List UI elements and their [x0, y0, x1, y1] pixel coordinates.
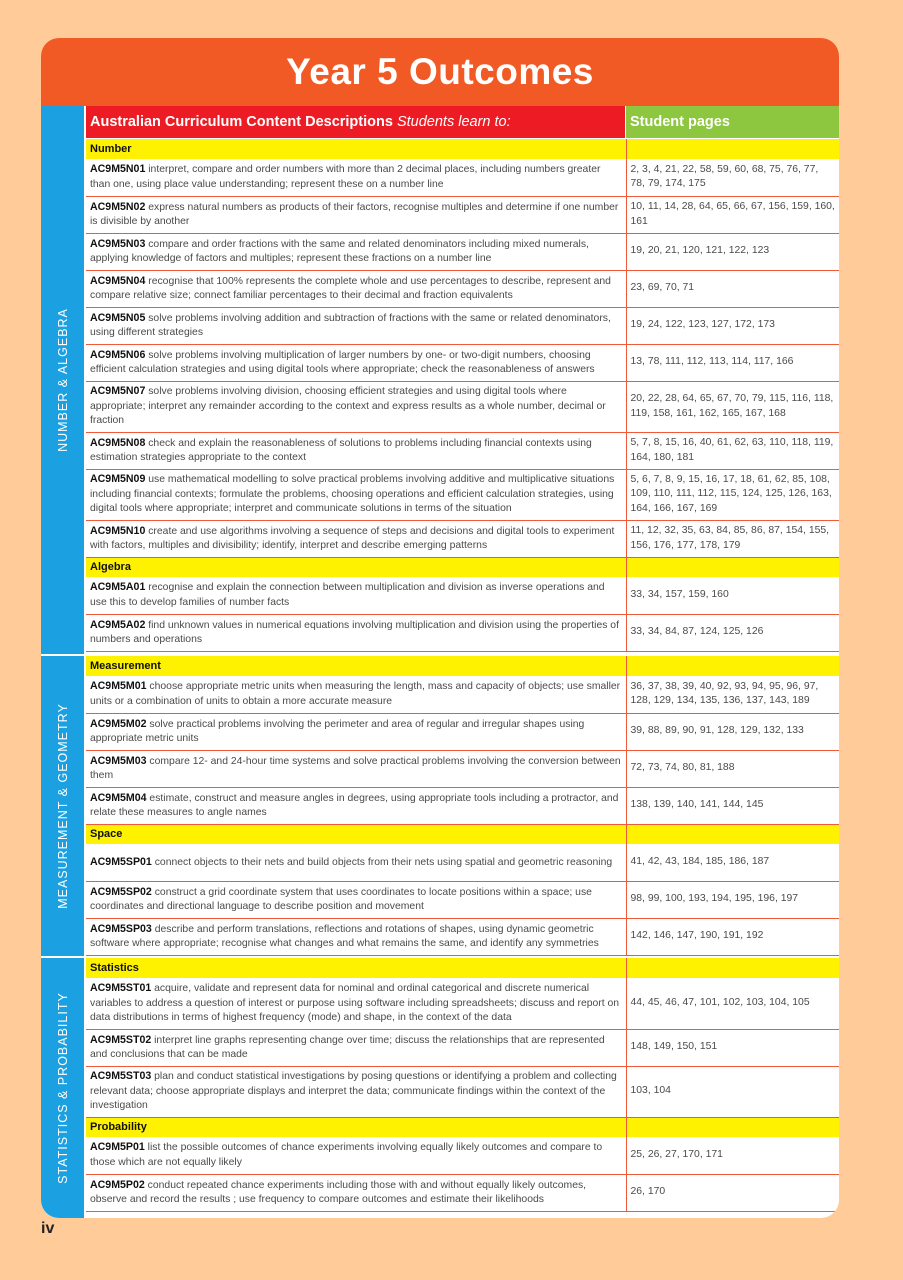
section-header-blank [626, 139, 839, 159]
header-left-bold: Australian Curriculum Content Descriptions [90, 114, 393, 130]
section-header-blank [626, 1117, 839, 1137]
outcome-code: AC9M5N03 [90, 237, 146, 250]
content-description [86, 1137, 626, 1174]
outcome-code: AC9M5N10 [90, 524, 146, 537]
outcome-text: acquire, validate and represent data for nominal and ordinal categorical and discrete numerical variables to address a question of interest or purpose using software including spreadsheets; discuss and report on data distributions in terms of highest frequency (mode) and shape, in the context of the data [90, 983, 620, 1023]
section-name: Statistics [86, 958, 626, 978]
outcome-text: compare and order fractions with the same and related denominators including mixed numerals, applying knowledge of factors and multiples; represent these fractions on a number line [90, 238, 589, 264]
outcome-code: AC9M5N09 [90, 473, 146, 486]
student-pages: 33, 34, 157, 159, 160 [626, 577, 839, 614]
section-name: Algebra [86, 557, 626, 577]
student-pages: 44, 45, 46, 47, 101, 102, 103, 104, 105 [626, 978, 839, 1029]
outcome-code: AC9M5P01 [90, 1141, 145, 1154]
content-description [86, 614, 626, 651]
outcomes-card [41, 38, 839, 1218]
outcome-text: choose appropriate metric units when measuring the length, mass and capacity of objects; use smaller units or a combination of units to obtain a more accurate measure [90, 681, 621, 707]
outcomes-table-measurement-geometry [86, 656, 839, 956]
student-pages: 39, 88, 89, 90, 91, 128, 129, 132, 133 [626, 713, 839, 750]
strand-number-algebra [41, 106, 84, 654]
content-description [86, 159, 626, 196]
student-pages: 72, 73, 74, 80, 81, 188 [626, 750, 839, 787]
student-pages: 5, 7, 8, 15, 16, 40, 61, 62, 63, 110, 118, 119, 164, 180, 181 [626, 432, 839, 469]
table-row [86, 469, 839, 520]
section-header-blank [626, 958, 839, 978]
outcome-text: interpret, compare and order numbers with more than 2 decimal places, including numbers greater than one, using place value understanding; represent these on a number line [90, 164, 601, 190]
student-pages: 142, 146, 147, 190, 191, 192 [626, 918, 839, 955]
table-row [86, 196, 839, 233]
section-name: Probability [86, 1117, 626, 1137]
outcome-code: AC9M5A01 [90, 581, 146, 594]
student-pages: 23, 69, 70, 71 [626, 270, 839, 307]
outcome-text: recognise and explain the connection between multiplication and division as inverse operations and use this to develop families of number facts [90, 582, 605, 608]
student-pages: 98, 99, 100, 193, 194, 195, 196, 197 [626, 881, 839, 918]
table-row [86, 577, 839, 614]
student-pages: 148, 149, 150, 151 [626, 1029, 839, 1066]
outcome-text: interpret line graphs representing change over time; discuss the relationships that are represented and conclusions that can be made [90, 1034, 605, 1060]
content-description [86, 469, 626, 520]
outcome-text: describe and perform translations, reflections and rotations of shapes, using dynamic geometric software where appropriate; recognise what changes and what remains the same, and identify any symmetries [90, 923, 599, 949]
table-row [86, 844, 839, 881]
outcome-text: solve problems involving division, choosing efficient strategies and using digital tools where appropriate; interpret any remainder according to the context and express results as a whole number, decimal or fraction [90, 386, 606, 427]
content-description [86, 978, 626, 1029]
outcome-text: express natural numbers as products of their factors, recognise multiples and determine if one number is divisible by another [90, 201, 619, 227]
table-row [86, 1137, 839, 1174]
outcome-text: create and use algorithms involving a sequence of steps and decisions and digital tools to experiment with factors, multiples and divisibility; identify, interpret and describe emerging patterns [90, 525, 615, 551]
table-row [86, 918, 839, 955]
student-pages: 5, 6, 7, 8, 9, 15, 16, 17, 18, 61, 62, 85, 108, 109, 110, 111, 112, 115, 124, 125, 126, 163, 164, 166, 167, 169 [626, 469, 839, 520]
student-pages: 103, 104 [626, 1066, 839, 1117]
table-row [86, 750, 839, 787]
outcome-code: AC9M5N05 [90, 311, 146, 324]
outcome-code: AC9M5M03 [90, 754, 147, 767]
section-header [86, 656, 839, 676]
section-name: Measurement [86, 656, 626, 676]
outcome-code: AC9M5ST02 [90, 1033, 152, 1046]
outcome-code: AC9M5N07 [90, 385, 146, 398]
outcome-code: AC9M5N06 [90, 348, 146, 361]
outcomes-table-number-algebra [86, 139, 839, 652]
outcome-text: use mathematical modelling to solve practical problems involving additive and multiplicative situations including financial contexts; formulate the problems, choosing operations and efficient calculation strategies, using digital tools where appropriate; interpret and communicate solutions in terms of the situation [90, 474, 615, 515]
student-pages: 10, 11, 14, 28, 64, 65, 66, 67, 156, 159, 160, 161 [626, 196, 839, 233]
table-row [86, 881, 839, 918]
outcome-code: AC9M5SP01 [90, 855, 152, 868]
content-description [86, 918, 626, 955]
table-row [86, 381, 839, 432]
table-row [86, 520, 839, 557]
content-description [86, 307, 626, 344]
student-pages: 2, 3, 4, 21, 22, 58, 59, 60, 68, 75, 76, 77, 78, 79, 174, 175 [626, 159, 839, 196]
outcome-code: AC9M5N08 [90, 436, 146, 449]
outcome-code: AC9M5M02 [90, 717, 147, 730]
header-content-descriptions [86, 106, 625, 138]
table-row [86, 1029, 839, 1066]
section-header [86, 824, 839, 844]
student-pages: 25, 26, 27, 170, 171 [626, 1137, 839, 1174]
content-description [86, 713, 626, 750]
section-header [86, 139, 839, 159]
strand-statistics-probability [41, 958, 84, 1218]
content-description [86, 196, 626, 233]
content-description [86, 844, 626, 881]
section-header-blank [626, 656, 839, 676]
content-description [86, 787, 626, 824]
outcome-text: conduct repeated chance experiments including those with and without equally likely outcomes, observe and record the results ; use frequency to compare outcomes and estimate their likelihoods [90, 1179, 587, 1205]
content-description [86, 344, 626, 381]
outcome-code: AC9M5P02 [90, 1178, 145, 1191]
table-row [86, 978, 839, 1029]
student-pages: 26, 170 [626, 1174, 839, 1211]
content-description [86, 432, 626, 469]
table-row [86, 1174, 839, 1211]
outcome-code: AC9M5A02 [90, 618, 146, 631]
outcome-text: connect objects to their nets and build objects from their nets using spatial and geometric reasoning [154, 856, 613, 868]
content-description [86, 881, 626, 918]
section-header [86, 557, 839, 577]
outcome-code: AC9M5N04 [90, 274, 146, 287]
content-description [86, 520, 626, 557]
student-pages: 20, 22, 28, 64, 65, 67, 70, 79, 115, 116, 118, 119, 158, 161, 162, 165, 167, 168 [626, 381, 839, 432]
table-row [86, 713, 839, 750]
student-pages: 19, 20, 21, 120, 121, 122, 123 [626, 233, 839, 270]
student-pages: 138, 139, 140, 141, 144, 145 [626, 787, 839, 824]
content-description [86, 270, 626, 307]
student-pages: 41, 42, 43, 184, 185, 186, 187 [626, 844, 839, 881]
page-number: iv [41, 1220, 55, 1237]
outcome-text: estimate, construct and measure angles in degrees, using appropriate tools including a protractor, and relate these measures to angle names [90, 792, 619, 818]
table-row [86, 159, 839, 196]
content-description [86, 676, 626, 713]
header-left-italic: Students learn to: [396, 114, 511, 130]
content-description [86, 750, 626, 787]
content-description [86, 233, 626, 270]
student-pages: 33, 34, 84, 87, 124, 125, 126 [626, 614, 839, 651]
student-pages: 19, 24, 122, 123, 127, 172, 173 [626, 307, 839, 344]
strand-label: MEASUREMENT & GEOMETRY [55, 703, 70, 909]
content-description [86, 1029, 626, 1066]
outcome-code: AC9M5M01 [90, 680, 147, 693]
strand-label: NUMBER & ALGEBRA [55, 308, 70, 452]
strand-measurement-geometry [41, 656, 84, 956]
outcome-text: recognise that 100% represents the complete whole and use percentages to describe, represent and compare relative size; connect familiar percentages to their decimal and fraction equivalents [90, 275, 611, 301]
outcome-text: construct a grid coordinate system that uses coordinates to locate positions within a space; use coordinates and directional language to describe position and movement [90, 886, 592, 912]
section-name: Number [86, 139, 626, 159]
outcome-code: AC9M5M04 [90, 791, 147, 804]
content-description [86, 1174, 626, 1211]
outcome-text: solve practical problems involving the perimeter and area of regular and irregular shapes using appropriate metric units [90, 718, 585, 744]
table-row [86, 1066, 839, 1117]
outcome-code: AC9M5SP03 [90, 922, 152, 935]
outcome-text: list the possible outcomes of chance experiments involving equally likely outcomes and compare to those which are not equally likely [90, 1142, 603, 1168]
outcome-text: plan and conduct statistical investigations by posing questions or identifying a problem and collecting relevant data; choose appropriate displays and interpret the data; communicate findings within the context of the investigation [90, 1071, 617, 1112]
table-row [86, 614, 839, 651]
outcome-text: compare 12- and 24-hour time systems and solve practical problems involving the conversion between them [90, 755, 621, 781]
section-header [86, 958, 839, 978]
content-description [86, 577, 626, 614]
page-title: Year 5 Outcomes [41, 38, 839, 106]
student-pages: 11, 12, 32, 35, 63, 84, 85, 86, 87, 154, 155, 156, 176, 177, 178, 179 [626, 520, 839, 557]
outcome-text: check and explain the reasonableness of solutions to problems including financial contexts using estimation strategies appropriate to the context [90, 437, 592, 463]
table-row [86, 270, 839, 307]
outcomes-table-statistics-probability [86, 958, 839, 1212]
section-header [86, 1117, 839, 1137]
section-name: Space [86, 824, 626, 844]
content-description [86, 1066, 626, 1117]
outcome-text: solve problems involving addition and subtraction of fractions with the same or related denominators, using different strategies [90, 312, 611, 338]
outcome-text: find unknown values in numerical equations involving multiplication and division using the properties of numbers and operations [90, 619, 619, 645]
table-row [86, 676, 839, 713]
strand-label: STATISTICS & PROBABILITY [55, 992, 70, 1184]
content-description [86, 381, 626, 432]
outcome-code: AC9M5SP02 [90, 885, 152, 898]
table-row [86, 787, 839, 824]
section-header-blank [626, 824, 839, 844]
outcome-code: AC9M5N01 [90, 163, 146, 176]
section-header-blank [626, 557, 839, 577]
outcome-code: AC9M5ST01 [90, 982, 152, 994]
student-pages: 13, 78, 111, 112, 113, 114, 117, 166 [626, 344, 839, 381]
outcome-text: solve problems involving multiplication of larger numbers by one- or two-digit numbers, choosing efficient calculation strategies and using digital tools where appropriate; check the reasonableness of answers [90, 349, 595, 375]
table-row [86, 344, 839, 381]
student-pages: 36, 37, 38, 39, 40, 92, 93, 94, 95, 96, 97, 128, 129, 134, 135, 136, 137, 143, 189 [626, 676, 839, 713]
header-student-pages: Student pages [626, 106, 839, 138]
table-row [86, 432, 839, 469]
outcome-code: AC9M5N02 [90, 200, 146, 213]
table-row [86, 307, 839, 344]
outcome-code: AC9M5ST03 [90, 1070, 152, 1083]
table-row [86, 233, 839, 270]
